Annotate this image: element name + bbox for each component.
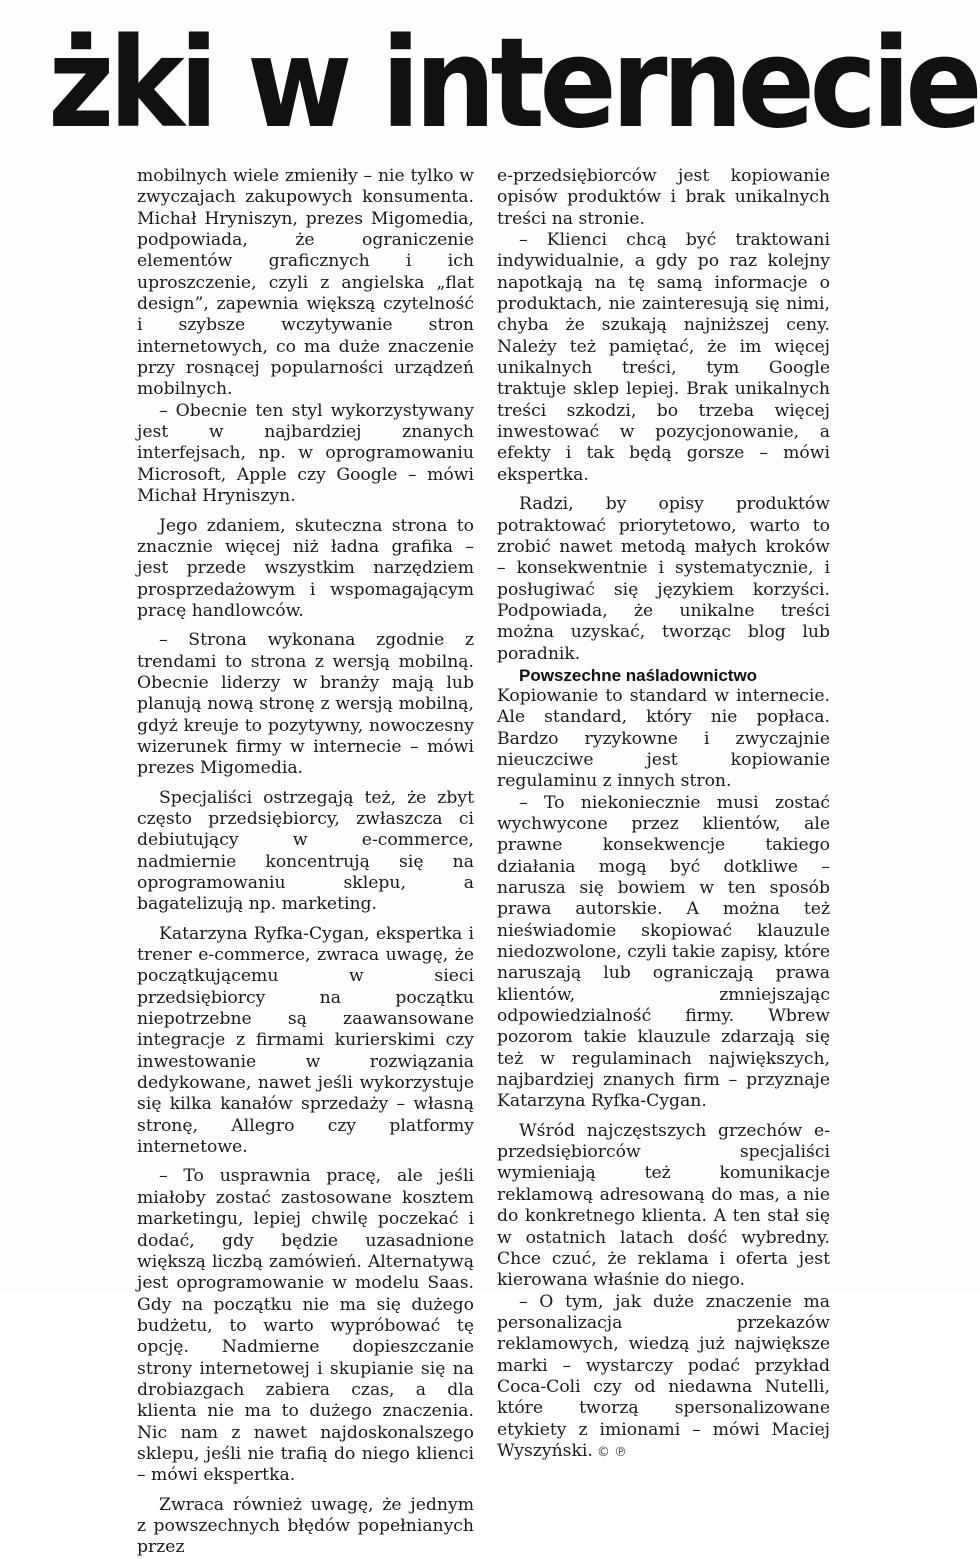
paragraph: mobilnych wiele zmieniły – nie tylko w zwyczajach zakupowych konsumenta. Michał Hryniszyn, prezes Migomedia, podpowiada, że ograniczenie elementów graficznych i ich uproszczenie, czyli z angielska „flat design”, zapewnia większą czytelność i szybsze wczytywanie stron internetowych, co ma duże znaczenie przy rosnącej popularności urządzeń mobilnych. bbox=[137, 166, 474, 400]
paragraph: – Klienci chcą być traktowani indywidualnie, a gdy po raz kolejny napotkają na tę samą informacje o produktach, nie zainteresują się nimi, chyba że szukają najniższej ceny. Należy też pamiętać, że im więcej unikalnych treści, tym Google traktuje sklep lepiej. Brak unikalnych treści szkodzi, bo trzeba więcej inwestować w pozycjonowanie, a efekty i tak będą gorsze – mówi ekspertka. bbox=[497, 230, 830, 485]
paragraph: Kopiowanie to standard w internecie. Ale standard, który nie popłaca. Bardzo ryzykowne i zwyczajnie nieuczciwe jest kopiowanie regulaminu z innych stron. bbox=[497, 685, 830, 792]
paragraph: – To usprawnia pracę, ale jeśli miałoby zostać zastosowane kosztem marketingu, lepiej chwilę poczekać i dodać, gdy będzie uzasadnione większą liczbą zamówień. Alternatywą jest oprogramowanie w modelu Saas. Gdy na początku nie ma się dużego budżetu, to warto wypróbować tę opcję. Nadmierne dopieszczanie strony internetowej i skupianie się na drobiazgach zabiera czas, a dla klienta nie ma to dużego znaczenia. Nic nam z nawet najdoskonalszego sklepu, jeśli nie trafią do niego klienci – mówi ekspertka. bbox=[137, 1166, 474, 1486]
paragraph: – To niekoniecznie musi zostać wychwycone przez klientów, ale prawne konsekwencje takiego działania mogą być dotkliwe – narusza się bowiem w ten sposób prawa autorskie. A można też nieświadomie skopiować klauzule niedozwolone, czyli takie zapisy, które naruszają lub ograniczają prawa klientów, zmniejszając odpowiedzialność firmy. Wbrew pozorom takie klauzule zdarzają się też w regulaminach największych, najbardziej znanych firm – przyznaje Katarzyna Ryfka-Cygan. bbox=[497, 792, 830, 1112]
closing-paragraph bbox=[497, 1292, 830, 1464]
paragraph: – Obecnie ten styl wykorzystywany jest w najbardziej znanych interfejsach, np. w oprogramowaniu Microsoft, Apple czy Google – mówi Michał Hryniszyn. bbox=[137, 400, 474, 507]
paragraph: e-przedsiębiorców jest kopiowanie opisów produktów i brak unikalnych treści na stronie. bbox=[497, 166, 830, 229]
paragraph: Specjaliści ostrzegają też, że zbyt często przedsiębiorcy, zwłaszcza ci debiutujący w e-commerce, nadmiernie koncentrują się na oprogramowaniu sklepu, a bagatelizują np. marketing. bbox=[137, 787, 474, 915]
paragraph: Katarzyna Ryfka-Cygan, ekspertka i trener e-commerce, zwraca uwagę, że początkującemu w sieci przedsiębiorcy na początku niepotrzebne są zaawansowane integracje z firmami kurierskimi czy inwestowanie w rozwiązania dedykowane, nawet jeśli wykorzystuje się kilka kanałów sprzedaży – własną stronę, Allegro czy platformy internetowe. bbox=[137, 923, 474, 1158]
left-column bbox=[137, 166, 474, 1559]
copyright-marks: © ℗ bbox=[596, 1444, 627, 1460]
paragraph: Radzi, by opisy produktów potraktować priorytetowo, warto to zrobić nawet metodą małych kroków – konsekwentnie i systematycznie, i posługiwać się językiem korzyści. Podpowiada, że unikalne treści można uzyskać, tworząc blog lub poradnik. bbox=[497, 494, 830, 664]
headline: żki w internecie bbox=[48, 12, 978, 156]
paragraph: – Strona wykonana zgodnie z trendami to strona z wersją mobilną. Obecnie liderzy w branży mają lub planują nową stronę z wersją mobilną, gdyż kreuje to pozytywny, nowoczesny wizerunek firmy w internecie – mówi prezes Migomedia. bbox=[137, 630, 474, 779]
section-subheading: Powszechne naśladownictwo bbox=[519, 665, 758, 685]
paragraph: Wśród najczęstszych grzechów e-przedsiębiorców specjaliści wymieniają też komunikacje reklamową adresowaną do mas, a nie do konkretnego klienta. A ten stał się w ostatnich latach dość wybredny. Chce czuć, że reklama i oferta jest kierowana właśnie do niego. bbox=[497, 1120, 830, 1291]
paragraph: Zwraca również uwagę, że jednym z powszechnych błędów popełnianych przez bbox=[137, 1494, 474, 1558]
paragraph-text: – O tym, jak duże znaczenie ma personalizacja przekazów reklamowych, wiedzą już największe marki – wystarczy podać przykład Coca-Coli czy od niedawna Nutelli, które tworzą spersonalizowane etykiety z imionami – mówi Maciej Wyszyński. bbox=[497, 1291, 830, 1461]
right-column bbox=[497, 166, 830, 1463]
paragraph: Jego zdaniem, skuteczna strona to znacznie więcej niż ładna grafika – jest przede wszystkim narzędziem prosprzedażowym i wspomagającym pracę handlowców. bbox=[137, 515, 474, 621]
